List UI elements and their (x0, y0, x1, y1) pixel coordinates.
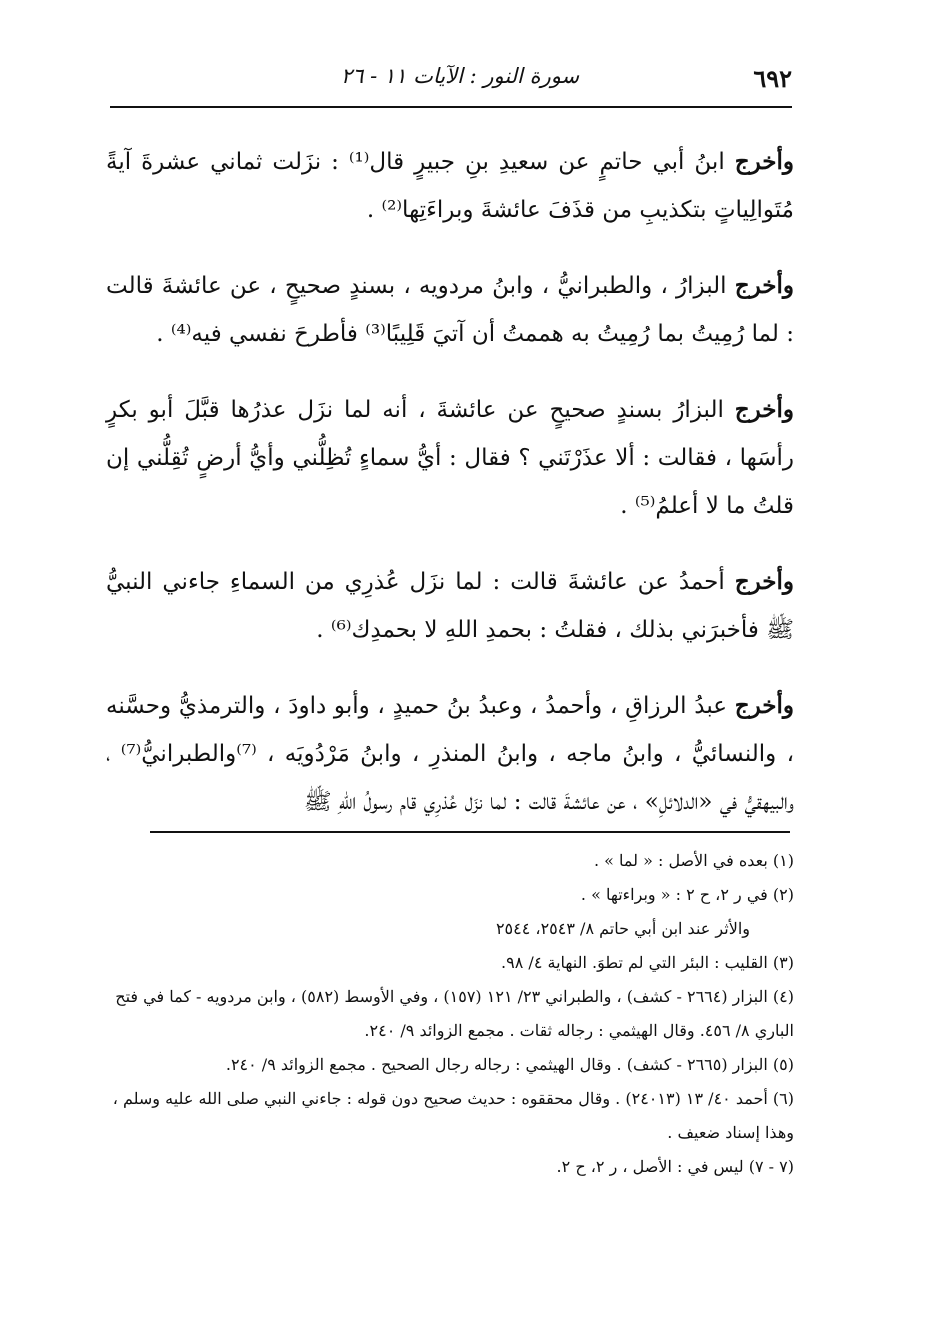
main-text (106, 138, 794, 826)
footnote: (٥) البزار (٢٦٦٥ - كشف) . وقال الهيثمي : رجاله رجال الصحيح . مجمع الزوائد ٩/ ٢٤٠. (225, 1055, 794, 1074)
footnote: (٧ - ٧) ليس في : الأصل ، ر ٢، ح ٢. (556, 1157, 794, 1176)
footnote: (٢) في ر ٢، ح ٢ : « وبراءتها » . (580, 885, 794, 904)
paragraph (106, 682, 794, 826)
paragraph-lead-word: وأخرج (734, 568, 794, 595)
footnotes (106, 844, 794, 1184)
paragraph (106, 386, 794, 530)
paragraph-text: البزارُ بسندٍ صحيحٍ عن عائشةَ ، أنه لما نزَل عذرُها قبَّلَ أبو بكرٍ رأسَها ، فقالت : ألا عذَرْتَني ؟ فقال : أيُّ سماءٍ تُظِلُّني وأيُّ أرضٍ تُقِلُّني إن قلتُ ما لا أعلمُ⁽⁵⁾ . (106, 397, 794, 519)
paragraph-text: البزارُ ، والطبرانيُّ ، وابنُ مردويه ، بسندٍ صحيحٍ ، عن عائشةَ قالت : لما رُمِيتُ بما رُمِيتُ به هممتُ أن آتيَ قَلِيبًا⁽³⁾ فأطرحَ نفسي فيه⁽⁴⁾ . (106, 273, 794, 347)
footnote-continuation: والأثر عند ابن أبي حاتم ٨/ ٢٥٤٣، ٢٥٤٤ (495, 919, 750, 938)
paragraph (106, 138, 794, 234)
page-header (110, 56, 792, 108)
paragraph (106, 558, 794, 654)
footnote: (٣) القليب : البئر التي لم تطوَ. النهاية ٤/ ٩٨. (501, 953, 794, 972)
running-title: سورة النور : الآيات ١١ - ٢٦ (340, 64, 580, 88)
paragraph-lead-word: وأخرج (734, 148, 794, 175)
page-number: ٦٩٢ (753, 64, 792, 93)
paragraph-text: أحمدُ عن عائشةَ قالت : لما نزَل عُذرِي من السماءِ جاءني النبيُّ ﷺ فأخبرَني بذلك ، فقلتُ : بحمدِ اللهِ لا بحمدِك⁽⁶⁾ . (106, 569, 794, 643)
paragraph-lead-word: وأخرج (734, 396, 794, 423)
footnote: (٦) أحمد ٤٠/ ١٣ (٢٤٠١٣) . وقال محققوه : حديث صحيح دون قوله : جاءني النبي صلى الله عليه وسلم ، وهذا إسناد ضعيف . (112, 1089, 794, 1142)
footnote: (٤) البزار (٢٦٦٤ - كشف) ، والطبراني ٢٣/ ١٢١ (١٥٧) ، وفي الأوسط (٥٨٢) ، وابن مردويه - كما في فتح الباري ٨/ ٤٥٦. وقال الهيثمي : رجاله ثقات . مجمع الزوائد ٩/ ٢٤٠. (115, 987, 794, 1040)
footnote-divider (150, 831, 790, 833)
paragraph-lead-word: وأخرج (734, 692, 794, 719)
paragraph-lead-word: وأخرج (734, 272, 794, 299)
footnote: (١) بعده في الأصل : « لما » . (593, 851, 794, 870)
paragraph (106, 262, 794, 358)
paragraph-text: ابنُ أبي حاتمٍ عن سعيدِ بنِ جبيرٍ قال⁽¹⁾ : نزَلت ثماني عشرةَ آيةً مُتَوالِياتٍ بتكذيبِ من قذَفَ عائشةَ وبراءَتِها⁽²⁾ . (106, 149, 794, 223)
paragraph-text: عبدُ الرزاقِ ، وأحمدُ ، وعبدُ بنُ حميدٍ ، وأبو داودَ ، والترمذيُّ وحسَّنه ، والنسائيُّ ، وابنُ ماجه ، وابنُ المنذرِ ، وابنُ مَرْدُويَه ، ⁽⁷⁾والطبرانيُّ⁽⁷⁾ ، والبيهقيُّ في «الدلائلِ» ، عن عائشةَ قالت : لما نزَل عُذرِي قام رسولُ اللهِ ﷺ (106, 693, 794, 815)
